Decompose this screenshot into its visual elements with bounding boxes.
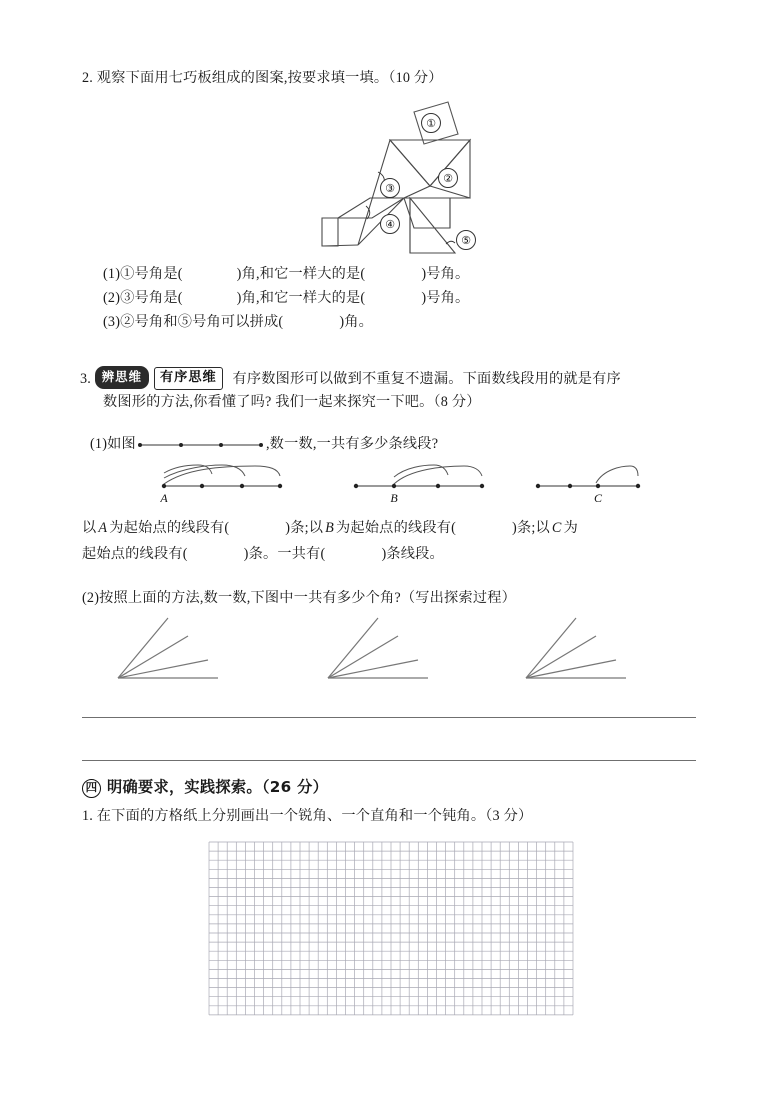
- svg-text:①: ①: [426, 117, 436, 130]
- q3-answer-line-1: [82, 518, 578, 538]
- segment-c-label: C: [593, 491, 603, 505]
- q3-ans1-t6: )条;以: [512, 520, 550, 536]
- section4-q1-number: 1.: [82, 808, 94, 824]
- q3-badge-ordered-thinking: 有序思维: [154, 367, 223, 390]
- angle-figure-2: [322, 612, 462, 684]
- q3-ans1-A: A: [98, 520, 108, 536]
- q3-ans1-t5: 为起始点的线段有(: [336, 520, 457, 536]
- q3-sub2-label: (2): [82, 590, 100, 606]
- q2-stem: [82, 68, 443, 88]
- divider-rule-2: [82, 760, 696, 761]
- q3-ans2-t0: 起始点的线段有(: [82, 546, 188, 562]
- q3-sub1-line: [90, 434, 438, 454]
- q3-stem-text-2: 数图形的方法,你看懂了吗? 我们一起来探究一下吧。（8 分）: [103, 394, 481, 410]
- graph-paper[interactable]: [208, 841, 574, 1016]
- section4-q1-text: 在下面的方格纸上分别画出一个锐角、一个直角和一个钝角。（3 分）: [96, 808, 533, 824]
- q2-blank-1-label: (1): [103, 266, 121, 282]
- q3-sub1-after: ,数一数,一共有多少条线段?: [265, 436, 439, 452]
- q3-sub2-text: 按照上面的方法,数一数,下图中一共有多少个角?（写出探索过程）: [99, 590, 516, 606]
- section-4-marker: 四: [82, 779, 101, 798]
- q3-sub1-label: (1): [90, 436, 108, 452]
- q2-blank-line-3: [103, 312, 373, 332]
- q3-ans1-t8: 为: [563, 520, 578, 536]
- q3-ans2-t1: )条。一共有(: [243, 546, 326, 562]
- q3-ans1-t2: 为起始点的线段有(: [109, 520, 230, 536]
- q2-stem-text: 观察下面用七巧板组成的图案,按要求填一填。（10 分）: [96, 70, 443, 86]
- q2-blank-line-1: [103, 264, 469, 284]
- segment-diagram-a: [160, 452, 300, 506]
- q2-blank-1-p1: ①号角是(: [120, 266, 183, 282]
- q3-stem-text-1: 有序数图形可以做到不重复不遗漏。下面数线段用的就是有序: [232, 371, 621, 387]
- segment-diagram-c: [534, 452, 644, 506]
- q2-blank-2-p1: ③号角是(: [120, 290, 183, 306]
- divider-rule-1: [82, 717, 696, 718]
- section-4-header: [82, 776, 328, 798]
- q2-blank-2-p3: )号角。: [421, 290, 470, 306]
- q3-number: 3.: [80, 371, 92, 387]
- q3-answer-line-2: [82, 544, 444, 564]
- svg-text:⑤: ⑤: [461, 234, 471, 247]
- svg-text:②: ②: [443, 172, 453, 185]
- q3-ans1-t0: 以: [82, 520, 97, 536]
- segment-a-label: A: [160, 491, 168, 505]
- q2-number: 2.: [82, 70, 94, 86]
- q3-badge-thinking: 辨思维: [95, 366, 149, 389]
- q3-ans1-t3: )条;以: [285, 520, 324, 536]
- q2-blank-1-p3: )号角。: [421, 266, 470, 282]
- q3-stem-line-2: [103, 392, 481, 412]
- segment-b-label: B: [390, 491, 398, 505]
- q2-blank-2-label: (2): [103, 290, 121, 306]
- q2-blank-3-p2: )角。: [339, 314, 374, 330]
- q2-blank-line-2: [103, 288, 469, 308]
- q2-blank-1-p2: )角,和它一样大的是(: [236, 266, 366, 282]
- q3-sub2-line: [82, 588, 516, 608]
- angle-figure-1: [112, 612, 252, 684]
- q2-blank-2-p2: )角,和它一样大的是(: [236, 290, 366, 306]
- q3-ans2-t2: )条线段。: [381, 546, 444, 562]
- q3-stem-line-1: [80, 366, 621, 390]
- svg-text:④: ④: [385, 218, 395, 231]
- segment-diagram-b: [352, 452, 492, 506]
- q3-ans1-C: C: [551, 520, 562, 536]
- inline-segment-diagram: [137, 439, 265, 449]
- section4-q1-stem: [82, 806, 532, 826]
- tangram-figure: [300, 98, 500, 258]
- q2-blank-3-label: (3): [103, 314, 121, 330]
- q3-ans1-B: B: [325, 520, 335, 536]
- angle-figure-3: [520, 612, 660, 684]
- svg-text:③: ③: [385, 182, 395, 195]
- q3-sub1-before: 如图: [107, 436, 136, 452]
- q2-blank-3-p1: ②号角和⑤号角可以拼成(: [120, 314, 284, 330]
- section-4-title: 明确要求，实践探索。（26 分）: [107, 778, 329, 796]
